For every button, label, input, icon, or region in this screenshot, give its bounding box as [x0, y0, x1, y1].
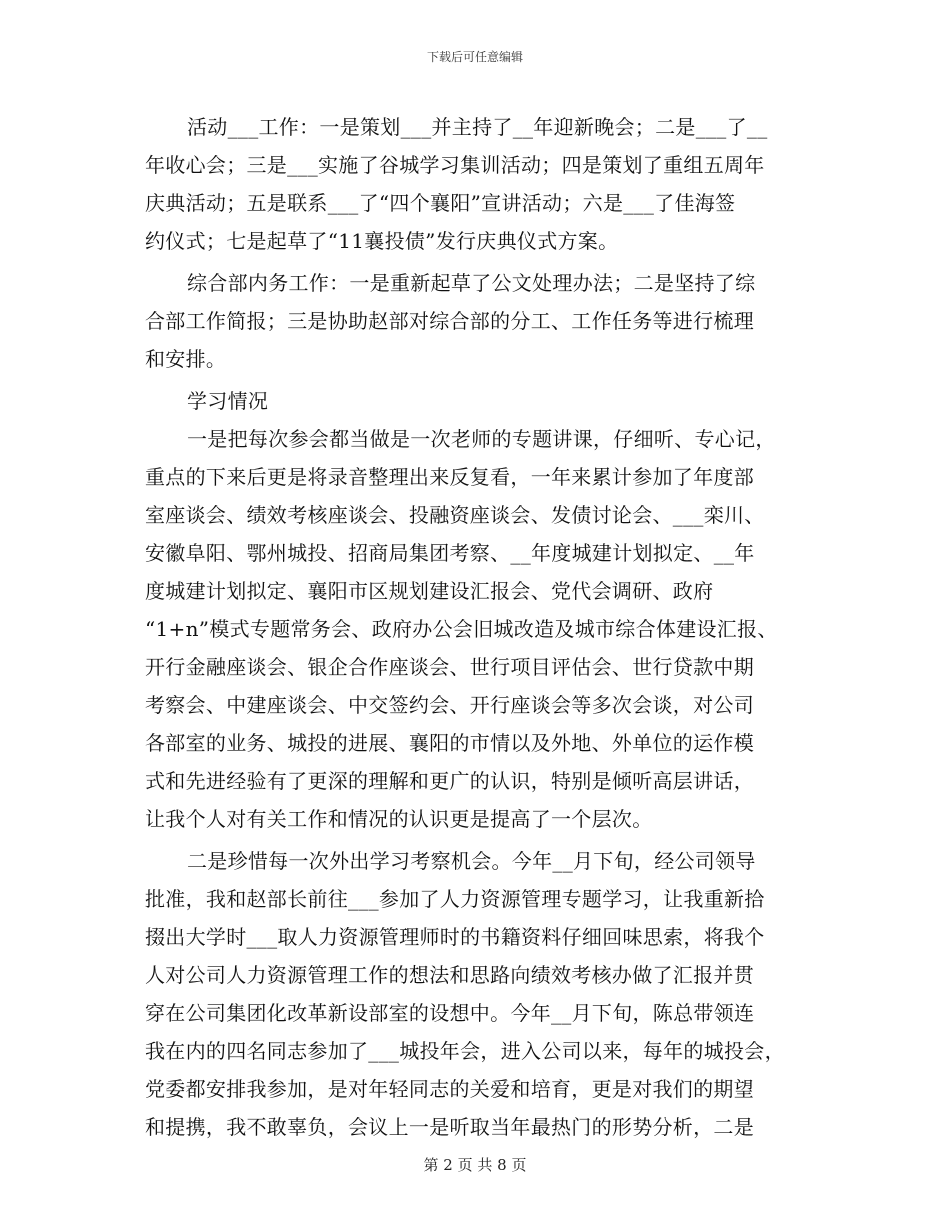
text-line: 一是把每次参会都当做是一次老师的专题讲课，仔细听、专心记，: [187, 427, 776, 451]
text-line: 室座谈会、绩效考核座谈会、投融资座谈会、发债讨论会、___栾川、: [145, 503, 765, 527]
text-line: 综合部内务工作：一是重新起草了公文处理办法；二是坚持了综: [187, 271, 756, 295]
text-line: 考察会、中建座谈会、中交签约会、开行座谈会等多次会谈，对公司: [145, 693, 754, 717]
text-line: 二是珍惜每一次外出学习考察机会。今年__月下旬，经公司领导: [187, 849, 756, 873]
text-line: 和安排。: [145, 347, 227, 371]
section-heading: 学习情况: [187, 389, 269, 413]
text-line: 我在内的四名同志参加了___城投年会，进入公司以来，每年的城投会，: [145, 1039, 785, 1063]
text-line: 批准，我和赵部长前往___参加了人力资源管理专题学习，让我重新拾: [145, 887, 765, 911]
text-line: 式和先进经验有了更深的理解和更广的认识，特别是倾听高层讲话，: [145, 769, 754, 793]
text-line: 党委都安排我参加，是对年轻同志的关爱和培育，更是对我们的期望: [145, 1077, 754, 1101]
text-line: 度城建计划拟定、襄阳市区规划建设汇报会、党代会调研、政府: [145, 579, 714, 603]
page-header: 下载后可任意编辑: [426, 50, 523, 64]
text-line: 各部室的业务、城投的进展、襄阳的市情以及外地、外单位的运作模: [145, 731, 754, 755]
text-line: 让我个人对有关工作和情况的认识更是提高了一个层次。: [145, 807, 653, 831]
text-line: 年收心会；三是___实施了谷城学习集训活动；四是策划了重组五周年: [145, 153, 765, 177]
page-number-footer: 第 2 页 共 8 页: [423, 1156, 527, 1174]
paragraph-activities: [145, 108, 805, 260]
paragraph-internal-affairs: [145, 264, 805, 378]
text-line: 活动___工作：一是策划___并主持了__年迎新晚会；二是___了__: [187, 115, 768, 139]
text-line: 合部工作简报；三是协助赵部对综合部的分工、工作任务等进行梳理: [145, 309, 754, 333]
document-body: [145, 108, 805, 1146]
text-line: “1+n”模式专题常务会、政府办公会旧城改造及城市综合体建设汇报、: [145, 617, 778, 641]
text-line: 开行金融座谈会、银企合作座谈会、世行项目评估会、世行贷款中期: [145, 655, 754, 679]
text-line: 穿在公司集团化改革新设部室的设想中。今年__月下旬，陈总带领连: [145, 1001, 755, 1025]
paragraph-meetings: [145, 420, 805, 838]
text-line: 掇出大学时___取人力资源管理师时的书籍资料仔细回味思索，将我个: [145, 925, 765, 949]
section-heading-study: [145, 382, 805, 420]
text-line: 人对公司人力资源管理工作的想法和思路向绩效考核办做了汇报并贯: [145, 963, 754, 987]
text-line: 和提携，我不敢辜负，会议上一是听取当年最热门的形势分析，二是: [145, 1115, 754, 1139]
text-line: 约仪式；七是起草了“11襄投债”发行庆典仪式方案。: [145, 229, 619, 253]
paragraph-study-trips: [145, 842, 805, 1146]
text-line: 庆典活动；五是联系___了“四个襄阳”宣讲活动；六是___了佳海签: [145, 191, 736, 215]
text-line: 重点的下来后更是将录音整理出来反复看，一年来累计参加了年度部: [145, 465, 754, 489]
text-line: 安徽阜阳、鄂州城投、招商局集团考察、__年度城建计划拟定、__年: [145, 541, 755, 565]
